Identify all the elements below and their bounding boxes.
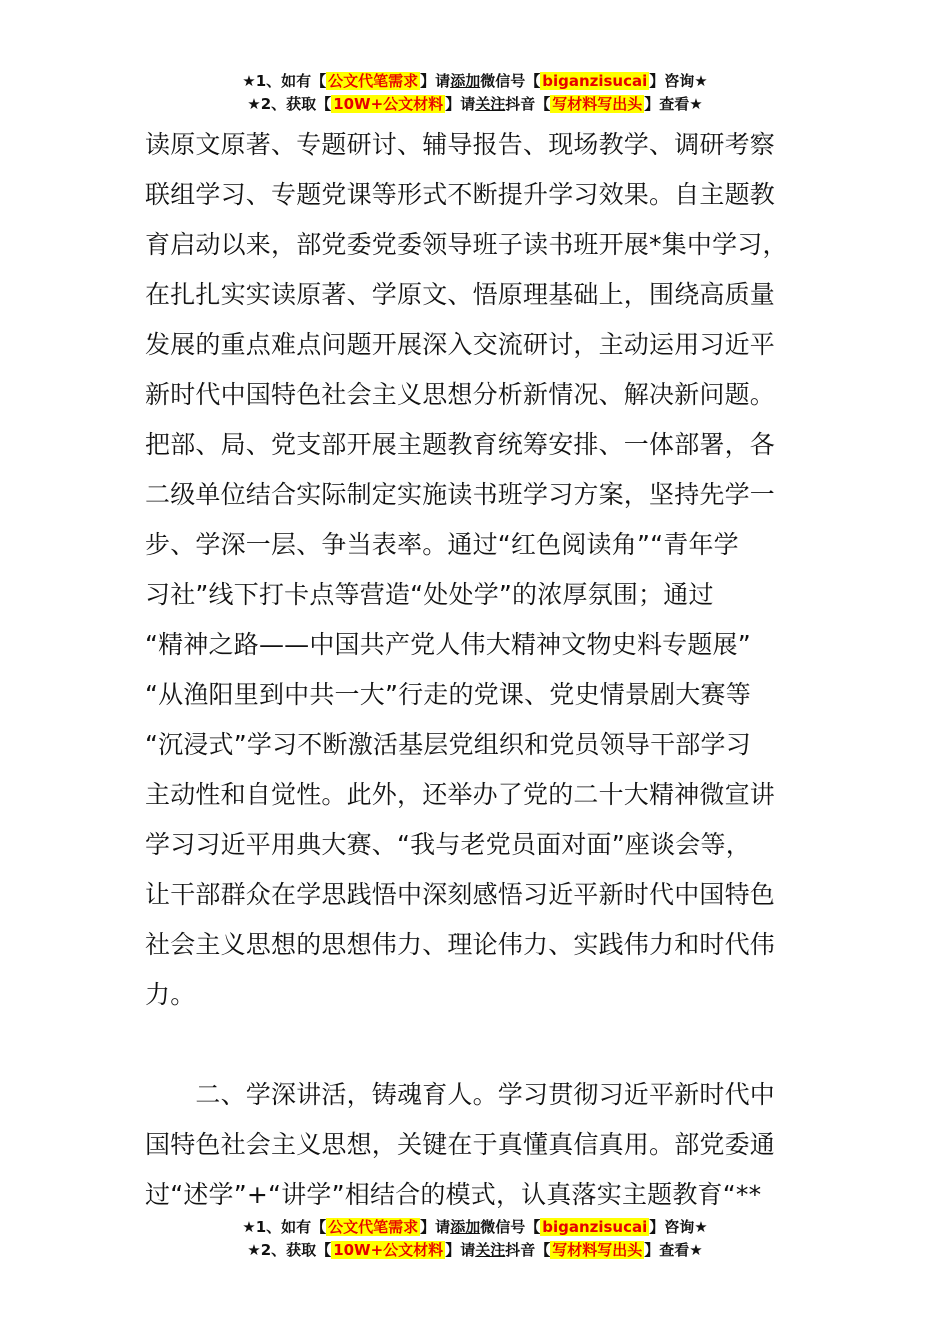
body-line: 习社”线下打卡点等营造“处处学”的浓厚氛围；通过 [145,580,714,609]
body-line: 二级单位结合实际制定实施读书班学习方案，坚持先学一 [145,480,776,509]
body-line: 育启动以来，部党委党委领导班子读书班开展*集中学习， [145,230,788,259]
banner-line-1: ★1、如有【 公文代笔需求 】请添加微信号【 biganzisucai 】咨询★ [242,72,708,90]
body-line: 在扎扎实实读原著、学原文、悟原理基础上，围绕高质量 [145,280,776,309]
body-line: “沉浸式”学习不断激活基层党组织和党员领导干部学习 [145,730,751,759]
body-line: “精神之路——中国共产党人伟大精神文物史料专题展” [145,630,751,659]
highlight-materials: 10W+公文材料 [333,95,444,113]
body-line: “从渔阳里到中共一大”行走的党课、党史情景剧大赛等 [145,680,751,709]
body-line: 社会主义思想的思想伟力、理论伟力、实践伟力和时代伟 [145,930,776,959]
body-line: 把部、局、党支部开展主题教育统筹安排、一体部署，各 [145,430,776,459]
body-line: 二、学深讲活，铸魂育人。学习贯彻习近平新时代中 [145,1080,776,1109]
top-banner [0,70,950,116]
bottom-banner [0,1216,950,1262]
banner-line-2: ★2、获取【 10W+公文材料 】请关注抖音【 写材料写出头 】查看★ [247,1241,703,1259]
body-line: 发展的重点难点问题开展深入交流研讨，主动运用习近平 [145,330,776,359]
body-line: 过“述学”+“讲学”相结合的模式，认真落实主题教育“** [145,1180,762,1209]
banner-line-2: ★2、获取【 10W+公文材料 】请关注抖音【 写材料写出头 】查看★ [247,95,703,113]
document-body [145,120,810,1220]
banner-line-1: ★1、如有【 公文代笔需求 】请添加微信号【 biganzisucai 】咨询★ [242,1218,708,1236]
highlight-wechat-id: biganzisucai [542,1218,648,1236]
highlight-wechat-id: biganzisucai [542,72,648,90]
body-line: 学习习近平用典大赛、“我与老党员面对面”座谈会等， [145,830,751,859]
body-line: 步、学深一层、争当表率。通过“红色阅读角”“青年学 [145,530,739,559]
body-line: 国特色社会主义思想，关键在于真懂真信真用。部党委通 [145,1130,776,1159]
body-line: 力。 [145,980,196,1009]
highlight-service: 公文代笔需求 [328,1218,419,1236]
body-line: 主动性和自觉性。此外，还举办了党的二十大精神微宣讲 [145,780,776,809]
body-line: 新时代中国特色社会主义思想分析新情况、解决新问题。 [145,380,776,409]
body-line: 读原文原著、专题研讨、辅导报告、现场教学、调研考察 [145,130,776,159]
body-line: 让干部群众在学思践悟中深刻感悟习近平新时代中国特色 [145,880,776,909]
highlight-douyin-id: 写材料写出头 [552,95,643,113]
highlight-materials: 10W+公文材料 [333,1241,444,1259]
paragraph-gap [145,1020,810,1070]
body-line: 联组学习、专题党课等形式不断提升学习效果。自主题教 [145,180,776,209]
highlight-douyin-id: 写材料写出头 [552,1241,643,1259]
highlight-service: 公文代笔需求 [328,72,419,90]
